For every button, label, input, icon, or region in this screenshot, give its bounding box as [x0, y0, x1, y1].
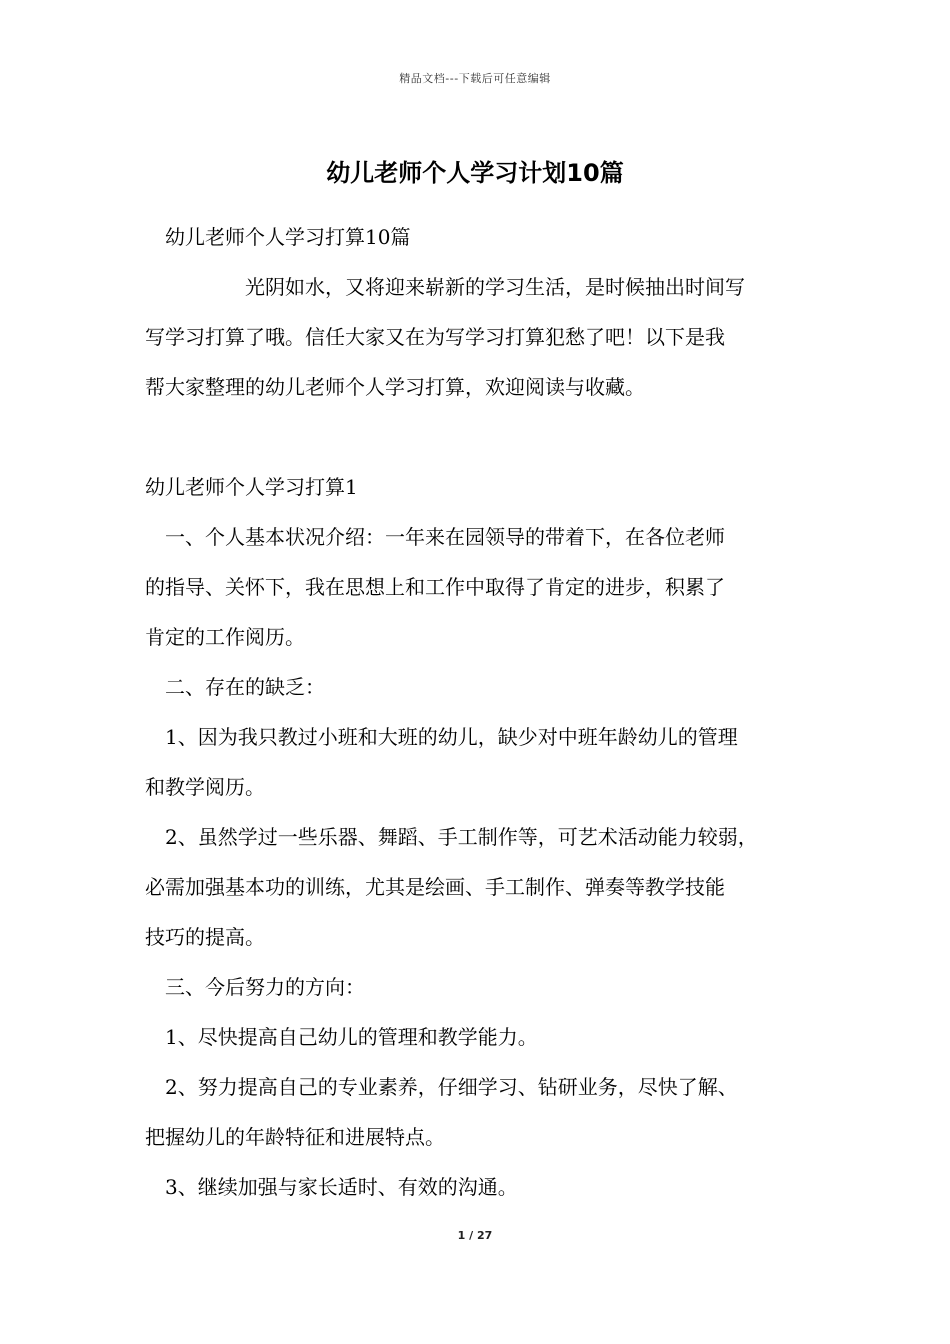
- page-header: 精品文档---下载后可任意编辑: [399, 72, 551, 85]
- body-paragraph: [145, 812, 835, 962]
- intro-line: 写学习打算了哦。信任大家又在为写学习打算犯愁了吧！以下是我: [145, 325, 725, 349]
- body-paragraph: [145, 712, 835, 812]
- body-paragraph: [145, 1162, 835, 1212]
- body-paragraph: [145, 512, 835, 662]
- paragraph-line: 1、尽快提高自己幼儿的管理和教学能力。: [165, 1025, 538, 1049]
- section-paragraphs: [145, 512, 835, 1212]
- paragraph-line: 2、虽然学过一些乐器、舞蹈、手工制作等，可艺术活动能力较弱，: [165, 825, 758, 849]
- page-number: 1 / 27: [457, 1229, 493, 1242]
- paragraph-line: 技巧的提高。: [145, 925, 265, 949]
- paragraph-line: 把握幼儿的年龄特征和进展特点。: [145, 1125, 445, 1149]
- paragraph-line: 必需加强基本功的训练，尤其是绘画、手工制作、弹奏等教学技能: [145, 875, 725, 899]
- paragraph-line: 3、继续加强与家长适时、有效的沟通。: [165, 1175, 518, 1199]
- paragraph-line: 一、个人基本状况介绍：一年来在园领导的带着下，在各位老师: [165, 525, 725, 549]
- paragraph-line: 三、今后努力的方向：: [165, 975, 365, 999]
- intro-line: 帮大家整理的幼儿老师个人学习打算，欢迎阅读与收藏。: [145, 375, 645, 399]
- paragraph-line: 的指导、关怀下，我在思想上和工作中取得了肯定的进步，积累了: [145, 575, 725, 599]
- paragraph-line: 肯定的工作阅历。: [145, 625, 305, 649]
- intro-line: 光阴如水，又将迎来崭新的学习生活，是时候抽出时间写: [245, 275, 745, 299]
- document-body: [145, 212, 835, 1212]
- body-paragraph: [145, 1012, 835, 1062]
- body-paragraph: [145, 662, 835, 712]
- body-paragraph: [145, 962, 835, 1012]
- paragraph-line: 二、存在的缺乏：: [165, 675, 325, 699]
- intro-paragraph: [145, 262, 835, 412]
- paragraph-line: 和教学阅历。: [145, 775, 265, 799]
- paragraph-line: 2、努力提高自己的专业素养，仔细学习、钻研业务，尽快了解、: [165, 1075, 738, 1099]
- document-title: 幼儿老师个人学习计划10篇: [326, 159, 624, 187]
- body-paragraph: [145, 1062, 835, 1162]
- paragraph-line: 1、因为我只教过小班和大班的幼儿，缺少对中班年龄幼儿的管理: [165, 725, 738, 749]
- paragraph-spacer: [145, 412, 835, 462]
- document-subtitle: 幼儿老师个人学习打算10篇: [165, 225, 411, 249]
- section-heading: 幼儿老师个人学习打算1: [145, 475, 358, 499]
